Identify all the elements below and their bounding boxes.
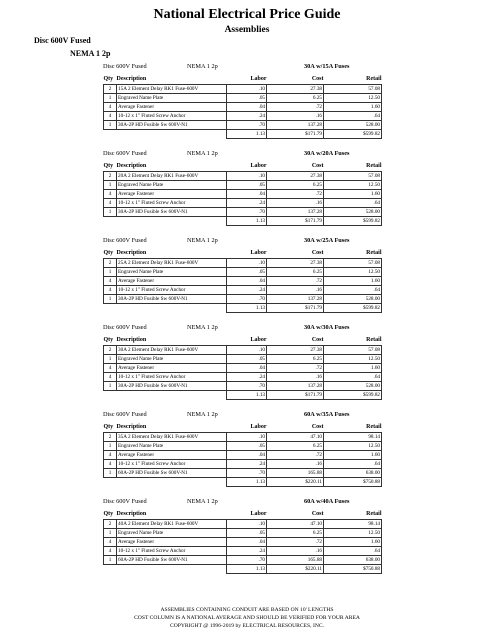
cost-cell: .72 <box>267 190 324 199</box>
assembly-category: Disc 600V Fused <box>103 237 147 244</box>
description-cell: 20A 2 Element Delay RK1 Fuse-600V <box>117 172 227 181</box>
retail-cell: .64 <box>324 112 382 121</box>
table-header-row <box>104 74 382 85</box>
cost-header: Cost <box>311 511 324 517</box>
retail-cell: 12.50 <box>324 181 382 190</box>
cost-cell: 27.38 <box>267 346 324 355</box>
assembly-category: Disc 600V Fused <box>103 63 147 70</box>
cost-header: Cost <box>311 337 324 343</box>
labor-cell: .70 <box>227 121 267 130</box>
labor-header: Labor <box>250 250 267 256</box>
labor-cell: .05 <box>227 268 267 277</box>
labor-cell: .70 <box>227 382 267 391</box>
retail-header: Retail <box>366 337 382 343</box>
table-header-row <box>104 248 382 259</box>
cost-cell: .16 <box>267 373 324 382</box>
cost-cell: 6.25 <box>267 268 324 277</box>
table-row <box>104 451 382 460</box>
cost-cell: 137.28 <box>267 382 324 391</box>
table-header-row <box>104 161 382 172</box>
cost-cell: 137.28 <box>267 295 324 304</box>
labor-cell: .04 <box>227 451 267 460</box>
description-cell: 30A-2P HD Fusible Sw 600V-N1 <box>117 382 227 391</box>
table-row <box>104 364 382 373</box>
cost-cell: 165.88 <box>267 556 324 565</box>
labor-cell: .10 <box>227 85 267 94</box>
description-cell: 60A-2P HD Fusible Sw 600V-N1 <box>117 469 227 478</box>
description-cell: 10-12 x 1" Fluted Screw Anchor <box>117 547 227 556</box>
retail-cell: .64 <box>324 373 382 382</box>
cost-cell: 27.38 <box>267 259 324 268</box>
qty-cell: 1 <box>104 382 117 391</box>
qty-header: Qty <box>103 76 114 82</box>
description-header: Description <box>116 76 147 82</box>
table-row <box>104 529 382 538</box>
assembly-header <box>103 496 381 509</box>
qty-cell: 4 <box>104 547 117 556</box>
table-row <box>104 433 382 442</box>
items-table <box>103 335 382 400</box>
qty-cell: 1 <box>104 469 117 478</box>
qty-cell: 1 <box>104 295 117 304</box>
retail-cell: 1.60 <box>324 364 382 373</box>
description-cell: Engraved Name Plate <box>117 268 227 277</box>
table-row <box>104 121 382 130</box>
qty-header: Qty <box>103 337 114 343</box>
labor-cell: .24 <box>227 460 267 469</box>
footer-line-1: ASSEMBLIES CONTAINING CONDUIT ARE BASED ON 10' LENGTHS <box>160 607 334 613</box>
assembly-header <box>103 148 381 161</box>
description-header: Description <box>116 511 147 517</box>
qty-cell: 2 <box>104 520 117 529</box>
assembly-type: NEMA 1 2p <box>187 411 218 418</box>
description-cell: 30A-2P HD Fusible Sw 600V-N1 <box>117 208 227 217</box>
table-row <box>104 277 382 286</box>
description-cell: 30A-2P HD Fusible Sw 600V-N1 <box>117 121 227 130</box>
qty-cell: 4 <box>104 373 117 382</box>
retail-cell: 528.00 <box>324 295 382 304</box>
retail-cell: 57.08 <box>324 259 382 268</box>
description-cell: 30A-2P HD Fusible Sw 600V-N1 <box>117 295 227 304</box>
labor-cell: .24 <box>227 373 267 382</box>
assembly-type: NEMA 1 2p <box>187 324 218 331</box>
assembly-category: Disc 600V Fused <box>103 498 147 505</box>
labor-cell: .70 <box>227 469 267 478</box>
qty-cell: 4 <box>104 199 117 208</box>
totals-row <box>104 130 382 139</box>
labor-header: Labor <box>250 76 267 82</box>
description-cell: 35A 2 Element Delay RK1 Fuse-600V <box>117 433 227 442</box>
retail-header: Retail <box>366 76 382 82</box>
table-row <box>104 556 382 565</box>
cost-cell: 47.10 <box>267 433 324 442</box>
qty-cell: 2 <box>104 85 117 94</box>
cost-total: $171.79 <box>267 217 324 226</box>
labor-cell: .04 <box>227 538 267 547</box>
labor-cell: .24 <box>227 199 267 208</box>
cost-cell: 6.25 <box>267 529 324 538</box>
qty-cell: 4 <box>104 364 117 373</box>
table-row <box>104 295 382 304</box>
footer-line-3: COPYRIGHT @ 1996-2019 by ELECTRICAL RESOURCES, INC. <box>169 623 324 629</box>
retail-total: $599.82 <box>324 304 382 313</box>
table-row <box>104 112 382 121</box>
retail-cell: .64 <box>324 547 382 556</box>
assembly-type: NEMA 1 2p <box>187 150 218 157</box>
qty-header: Qty <box>103 163 114 169</box>
retail-header: Retail <box>366 163 382 169</box>
assembly-rating: 30A w/30A Fuses <box>304 324 350 331</box>
retail-cell: 638.00 <box>324 469 382 478</box>
assembly-category: Disc 600V Fused <box>103 324 147 331</box>
page-subtitle: Assemblies <box>224 25 270 35</box>
assembly-block <box>103 409 381 496</box>
table-row <box>104 85 382 94</box>
qty-cell: 1 <box>104 556 117 565</box>
description-cell: Average Fastener <box>117 190 227 199</box>
cost-cell: 6.25 <box>267 94 324 103</box>
labor-total: 1.13 <box>227 130 267 139</box>
description-cell: Engraved Name Plate <box>117 355 227 364</box>
qty-cell: 1 <box>104 355 117 364</box>
qty-cell: 1 <box>104 208 117 217</box>
table-row <box>104 547 382 556</box>
description-cell: Engraved Name Plate <box>117 442 227 451</box>
retail-header: Retail <box>366 511 382 517</box>
description-cell: Engraved Name Plate <box>117 94 227 103</box>
qty-cell: 1 <box>104 121 117 130</box>
retail-cell: 1.60 <box>324 538 382 547</box>
assembly-rating: 30A w/25A Fuses <box>304 237 350 244</box>
qty-cell: 4 <box>104 538 117 547</box>
qty-cell: 4 <box>104 112 117 121</box>
retail-cell: 12.50 <box>324 529 382 538</box>
assembly-block <box>103 496 381 583</box>
cost-cell: .72 <box>267 364 324 373</box>
assembly-block <box>103 322 381 409</box>
table-header-row <box>104 422 382 433</box>
description-cell: 25A 2 Element Delay RK1 Fuse-600V <box>117 259 227 268</box>
retail-cell: 528.00 <box>324 121 382 130</box>
retail-cell: 12.50 <box>324 442 382 451</box>
assembly-block <box>103 235 381 322</box>
subsection-label: NEMA 1 2p <box>70 49 111 58</box>
items-table <box>103 422 382 487</box>
retail-cell: .64 <box>324 199 382 208</box>
cost-total: $171.79 <box>267 391 324 400</box>
retail-cell: 528.00 <box>324 382 382 391</box>
table-header-row <box>104 509 382 520</box>
qty-cell: 2 <box>104 172 117 181</box>
assembly-header <box>103 61 381 74</box>
retail-cell: 98.14 <box>324 520 382 529</box>
table-row <box>104 538 382 547</box>
cost-cell: .16 <box>267 286 324 295</box>
retail-cell: 12.50 <box>324 355 382 364</box>
page-title: National Electrical Price Guide <box>153 7 341 22</box>
cost-total: $171.79 <box>267 304 324 313</box>
labor-cell: .70 <box>227 208 267 217</box>
cost-header: Cost <box>311 424 324 430</box>
table-row <box>104 181 382 190</box>
description-cell: 10-12 x 1" Fluted Screw Anchor <box>117 199 227 208</box>
cost-cell: 6.25 <box>267 355 324 364</box>
section-label: Disc 600V Fused <box>34 36 91 45</box>
description-header: Description <box>116 163 147 169</box>
labor-cell: .05 <box>227 529 267 538</box>
labor-cell: .05 <box>227 355 267 364</box>
retail-cell: 1.60 <box>324 451 382 460</box>
footer-line-2: COST COLUMN IS A NATIONAL AVERAGE AND SHOULD BE VERIFIED FOR YOUR AREA <box>134 615 360 621</box>
retail-cell: 12.50 <box>324 268 382 277</box>
retail-cell: 1.60 <box>324 277 382 286</box>
qty-cell: 2 <box>104 346 117 355</box>
cost-header: Cost <box>311 76 324 82</box>
labor-header: Labor <box>250 337 267 343</box>
qty-cell: 1 <box>104 181 117 190</box>
cost-cell: 6.25 <box>267 181 324 190</box>
table-row <box>104 190 382 199</box>
qty-cell: 4 <box>104 451 117 460</box>
qty-cell: 1 <box>104 94 117 103</box>
retail-total: $750.88 <box>324 478 382 487</box>
labor-total: 1.13 <box>227 391 267 400</box>
table-row <box>104 355 382 364</box>
retail-total: $599.82 <box>324 391 382 400</box>
totals-row <box>104 478 382 487</box>
labor-cell: .04 <box>227 103 267 112</box>
assembly-type: NEMA 1 2p <box>187 498 218 505</box>
totals-row <box>104 391 382 400</box>
qty-cell: 1 <box>104 529 117 538</box>
labor-cell: .05 <box>227 181 267 190</box>
labor-cell: .05 <box>227 94 267 103</box>
cost-cell: 137.28 <box>267 121 324 130</box>
table-row <box>104 259 382 268</box>
table-row <box>104 346 382 355</box>
labor-cell: .04 <box>227 364 267 373</box>
assembly-block <box>103 61 381 148</box>
retail-cell: 1.60 <box>324 103 382 112</box>
table-row <box>104 172 382 181</box>
description-cell: 15A 2 Element Delay RK1 Fuse-600V <box>117 85 227 94</box>
labor-total: 1.13 <box>227 304 267 313</box>
retail-header: Retail <box>366 250 382 256</box>
table-row <box>104 469 382 478</box>
items-table <box>103 509 382 574</box>
labor-header: Labor <box>250 163 267 169</box>
totals-row <box>104 217 382 226</box>
cost-cell: 27.38 <box>267 172 324 181</box>
description-header: Description <box>116 424 147 430</box>
cost-total: $220.11 <box>267 478 324 487</box>
assembly-type: NEMA 1 2p <box>187 63 218 70</box>
cost-cell: .16 <box>267 460 324 469</box>
cost-header: Cost <box>311 163 324 169</box>
qty-header: Qty <box>103 511 114 517</box>
labor-header: Labor <box>250 424 267 430</box>
assembly-block <box>103 148 381 235</box>
retail-cell: 98.14 <box>324 433 382 442</box>
table-header-row <box>104 335 382 346</box>
retail-total: $599.82 <box>324 217 382 226</box>
retail-total: $599.82 <box>324 130 382 139</box>
retail-cell: 1.60 <box>324 190 382 199</box>
description-cell: Engraved Name Plate <box>117 181 227 190</box>
table-row <box>104 94 382 103</box>
description-cell: 10-12 x 1" Fluted Screw Anchor <box>117 373 227 382</box>
labor-header: Labor <box>250 511 267 517</box>
assembly-rating: 60A w/40A Fuses <box>304 498 350 505</box>
qty-header: Qty <box>103 250 114 256</box>
labor-cell: .05 <box>227 442 267 451</box>
labor-total: 1.13 <box>227 478 267 487</box>
qty-cell: 2 <box>104 433 117 442</box>
description-cell: 30A 2 Element Delay RK1 Fuse-600V <box>117 346 227 355</box>
retail-cell: 57.08 <box>324 85 382 94</box>
table-row <box>104 442 382 451</box>
description-cell: Average Fastener <box>117 364 227 373</box>
assembly-category: Disc 600V Fused <box>103 150 147 157</box>
description-cell: Engraved Name Plate <box>117 529 227 538</box>
cost-cell: .72 <box>267 451 324 460</box>
qty-cell: 2 <box>104 259 117 268</box>
totals-row <box>104 565 382 574</box>
table-row <box>104 199 382 208</box>
labor-cell: .70 <box>227 295 267 304</box>
cost-cell: 27.38 <box>267 85 324 94</box>
labor-total: 1.13 <box>227 217 267 226</box>
assembly-rating: 30A w/15A Fuses <box>304 63 350 70</box>
retail-cell: 528.00 <box>324 208 382 217</box>
description-cell: 10-12 x 1" Fluted Screw Anchor <box>117 460 227 469</box>
table-row <box>104 460 382 469</box>
description-cell: Average Fastener <box>117 103 227 112</box>
table-row <box>104 208 382 217</box>
retail-cell: 12.50 <box>324 94 382 103</box>
qty-cell: 4 <box>104 277 117 286</box>
labor-cell: .70 <box>227 556 267 565</box>
qty-cell: 4 <box>104 103 117 112</box>
table-row <box>104 286 382 295</box>
cost-header: Cost <box>311 250 324 256</box>
assembly-header <box>103 409 381 422</box>
assembly-type: NEMA 1 2p <box>187 237 218 244</box>
labor-cell: .10 <box>227 259 267 268</box>
cost-total: $171.79 <box>267 130 324 139</box>
labor-cell: .10 <box>227 172 267 181</box>
qty-cell: 4 <box>104 190 117 199</box>
cost-cell: 47.10 <box>267 520 324 529</box>
description-cell: Average Fastener <box>117 538 227 547</box>
qty-cell: 1 <box>104 268 117 277</box>
table-row <box>104 268 382 277</box>
qty-cell: 4 <box>104 460 117 469</box>
labor-cell: .24 <box>227 112 267 121</box>
items-table <box>103 248 382 313</box>
retail-cell: .64 <box>324 286 382 295</box>
description-cell: 60A-2P HD Fusible Sw 600V-N1 <box>117 556 227 565</box>
qty-cell: 1 <box>104 442 117 451</box>
assembly-header <box>103 235 381 248</box>
cost-cell: .16 <box>267 199 324 208</box>
labor-cell: .10 <box>227 346 267 355</box>
description-cell: Average Fastener <box>117 277 227 286</box>
items-table <box>103 161 382 226</box>
retail-cell: .64 <box>324 460 382 469</box>
labor-cell: .24 <box>227 547 267 556</box>
cost-cell: .72 <box>267 538 324 547</box>
retail-cell: 57.08 <box>324 346 382 355</box>
cost-total: $220.11 <box>267 565 324 574</box>
cost-cell: .72 <box>267 277 324 286</box>
description-header: Description <box>116 337 147 343</box>
items-table <box>103 74 382 139</box>
table-row <box>104 373 382 382</box>
assembly-rating: 60A w/35A Fuses <box>304 411 350 418</box>
labor-cell: .04 <box>227 190 267 199</box>
table-row <box>104 382 382 391</box>
qty-header: Qty <box>103 424 114 430</box>
assembly-header <box>103 322 381 335</box>
description-header: Description <box>116 250 147 256</box>
assembly-list <box>103 61 381 583</box>
table-row <box>104 520 382 529</box>
cost-cell: 6.25 <box>267 442 324 451</box>
retail-header: Retail <box>366 424 382 430</box>
retail-cell: 638.00 <box>324 556 382 565</box>
cost-cell: .72 <box>267 103 324 112</box>
labor-cell: .10 <box>227 520 267 529</box>
cost-cell: .16 <box>267 547 324 556</box>
cost-cell: 165.88 <box>267 469 324 478</box>
retail-total: $750.88 <box>324 565 382 574</box>
description-cell: Average Fastener <box>117 451 227 460</box>
labor-cell: .04 <box>227 277 267 286</box>
retail-cell: 57.08 <box>324 172 382 181</box>
cost-cell: .16 <box>267 112 324 121</box>
cost-cell: 137.28 <box>267 208 324 217</box>
description-cell: 10-12 x 1" Fluted Screw Anchor <box>117 286 227 295</box>
description-cell: 40A 2 Element Delay RK1 Fuse-600V <box>117 520 227 529</box>
labor-cell: .24 <box>227 286 267 295</box>
description-cell: 10-12 x 1" Fluted Screw Anchor <box>117 112 227 121</box>
assembly-rating: 30A w/20A Fuses <box>304 150 350 157</box>
totals-row <box>104 304 382 313</box>
labor-total: 1.13 <box>227 565 267 574</box>
qty-cell: 4 <box>104 286 117 295</box>
assembly-category: Disc 600V Fused <box>103 411 147 418</box>
labor-cell: .10 <box>227 433 267 442</box>
table-row <box>104 103 382 112</box>
